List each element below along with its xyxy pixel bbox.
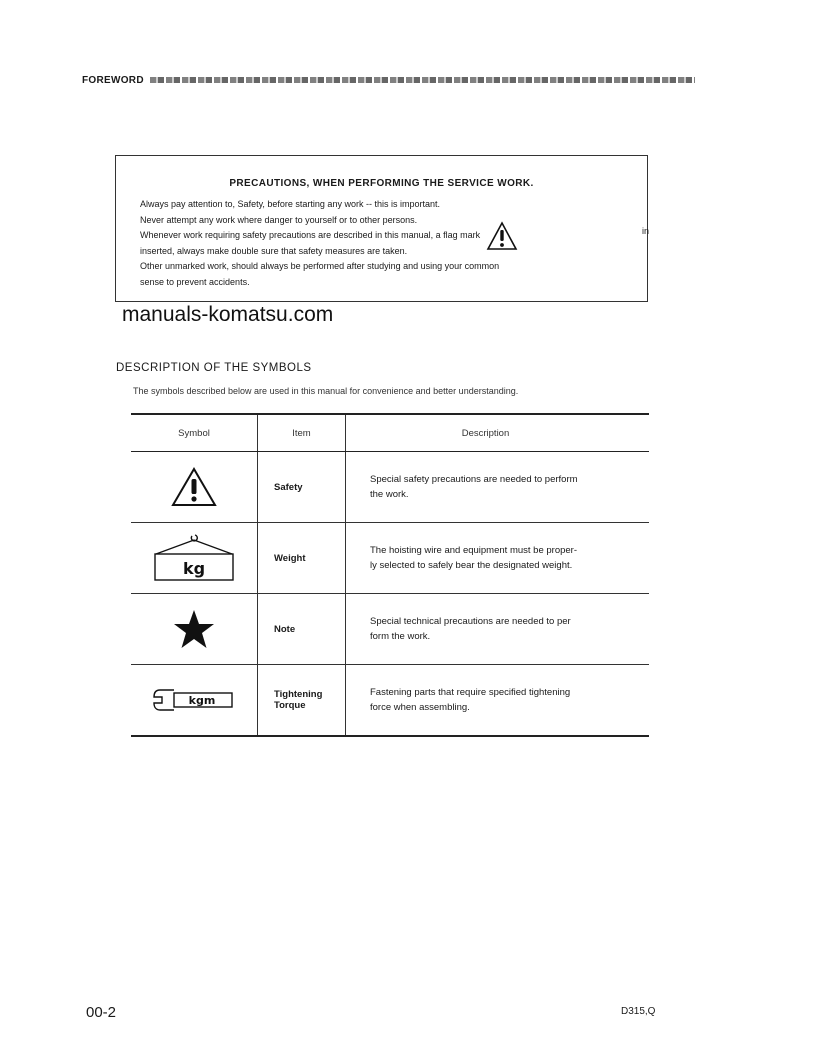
- header-description: Description: [461, 427, 510, 439]
- header-symbol: Symbol: [131, 415, 258, 451]
- description-line: form the work.: [370, 631, 431, 642]
- table-row: [131, 523, 649, 594]
- item-cell: [258, 452, 346, 522]
- header-title: FOREWORD: [82, 75, 144, 86]
- description-line: The hoisting wire and equipment must be proper-: [370, 545, 578, 556]
- symbols-table: [131, 413, 649, 737]
- weight-icon: [152, 532, 236, 584]
- symbol-cell: [131, 523, 258, 593]
- weight-label: kg: [182, 559, 206, 578]
- description-cell: [346, 523, 649, 593]
- table-row: [131, 665, 649, 735]
- description-line: Fastening parts that require specified tightening: [370, 687, 571, 698]
- precaution-line: [140, 228, 623, 244]
- section-heading: DESCRIPTION OF THE SYMBOLS: [116, 362, 312, 374]
- precautions-text: [140, 197, 623, 290]
- torque-label: kgm: [188, 694, 216, 707]
- precaution-line: Never attempt any work where danger to yourself or to other persons.: [140, 214, 418, 225]
- symbol-cell: [131, 452, 258, 522]
- section-intro: The symbols described below are used in this manual for convenience and better understanding.: [133, 386, 519, 396]
- item-label: Torque: [274, 700, 306, 711]
- star-icon: [173, 609, 215, 649]
- precaution-line-text: Whenever work requiring safety precautions are described in this manual, a flag mark: [140, 230, 481, 240]
- item-label: Weight: [274, 552, 306, 564]
- description-line: Special safety precautions are needed to perform: [370, 474, 578, 485]
- table-row: [131, 452, 649, 523]
- description-cell: [346, 665, 649, 735]
- watermark: manuals-komatsu.com: [122, 303, 334, 326]
- item-label: Safety: [274, 481, 303, 493]
- precaution-line-end: in: [641, 226, 649, 236]
- warning-icon: [171, 467, 217, 507]
- symbol-cell: [131, 665, 258, 735]
- item-cell: [258, 665, 346, 735]
- symbol-cell: [131, 594, 258, 664]
- warning-icon: [486, 221, 518, 251]
- description-cell: [346, 594, 649, 664]
- description-line: the work.: [370, 489, 409, 500]
- table-row: [131, 594, 649, 665]
- precaution-line: sense to prevent accidents.: [140, 276, 250, 287]
- item-label: Note: [274, 623, 296, 635]
- description-line: ly selected to safely bear the designated weight.: [370, 560, 573, 571]
- item-cell: [258, 594, 346, 664]
- description-line: force when assembling.: [370, 702, 470, 713]
- precaution-line: Other unmarked work, should always be performed after studying and using your common: [140, 261, 500, 271]
- header-item: Item: [258, 415, 346, 451]
- table-header-row: [131, 415, 649, 452]
- description-line: Special technical precautions are needed to per: [370, 616, 571, 627]
- precaution-line: Always pay attention to, Safety, before starting any work -- this is important.: [140, 199, 440, 209]
- precautions-box: [115, 155, 648, 302]
- wrench-icon: [152, 683, 236, 717]
- document-code: D315,Q: [621, 1006, 656, 1017]
- precaution-line: inserted, always make double sure that safety measures are taken.: [140, 245, 408, 256]
- item-label: Tightening: [274, 689, 323, 700]
- precautions-title: PRECAUTIONS, WHEN PERFORMING THE SERVICE WORK.: [229, 178, 534, 189]
- page-number: 00-2: [86, 1004, 117, 1021]
- description-cell: [346, 452, 649, 522]
- item-cell: [258, 523, 346, 593]
- header-rule: [150, 77, 695, 83]
